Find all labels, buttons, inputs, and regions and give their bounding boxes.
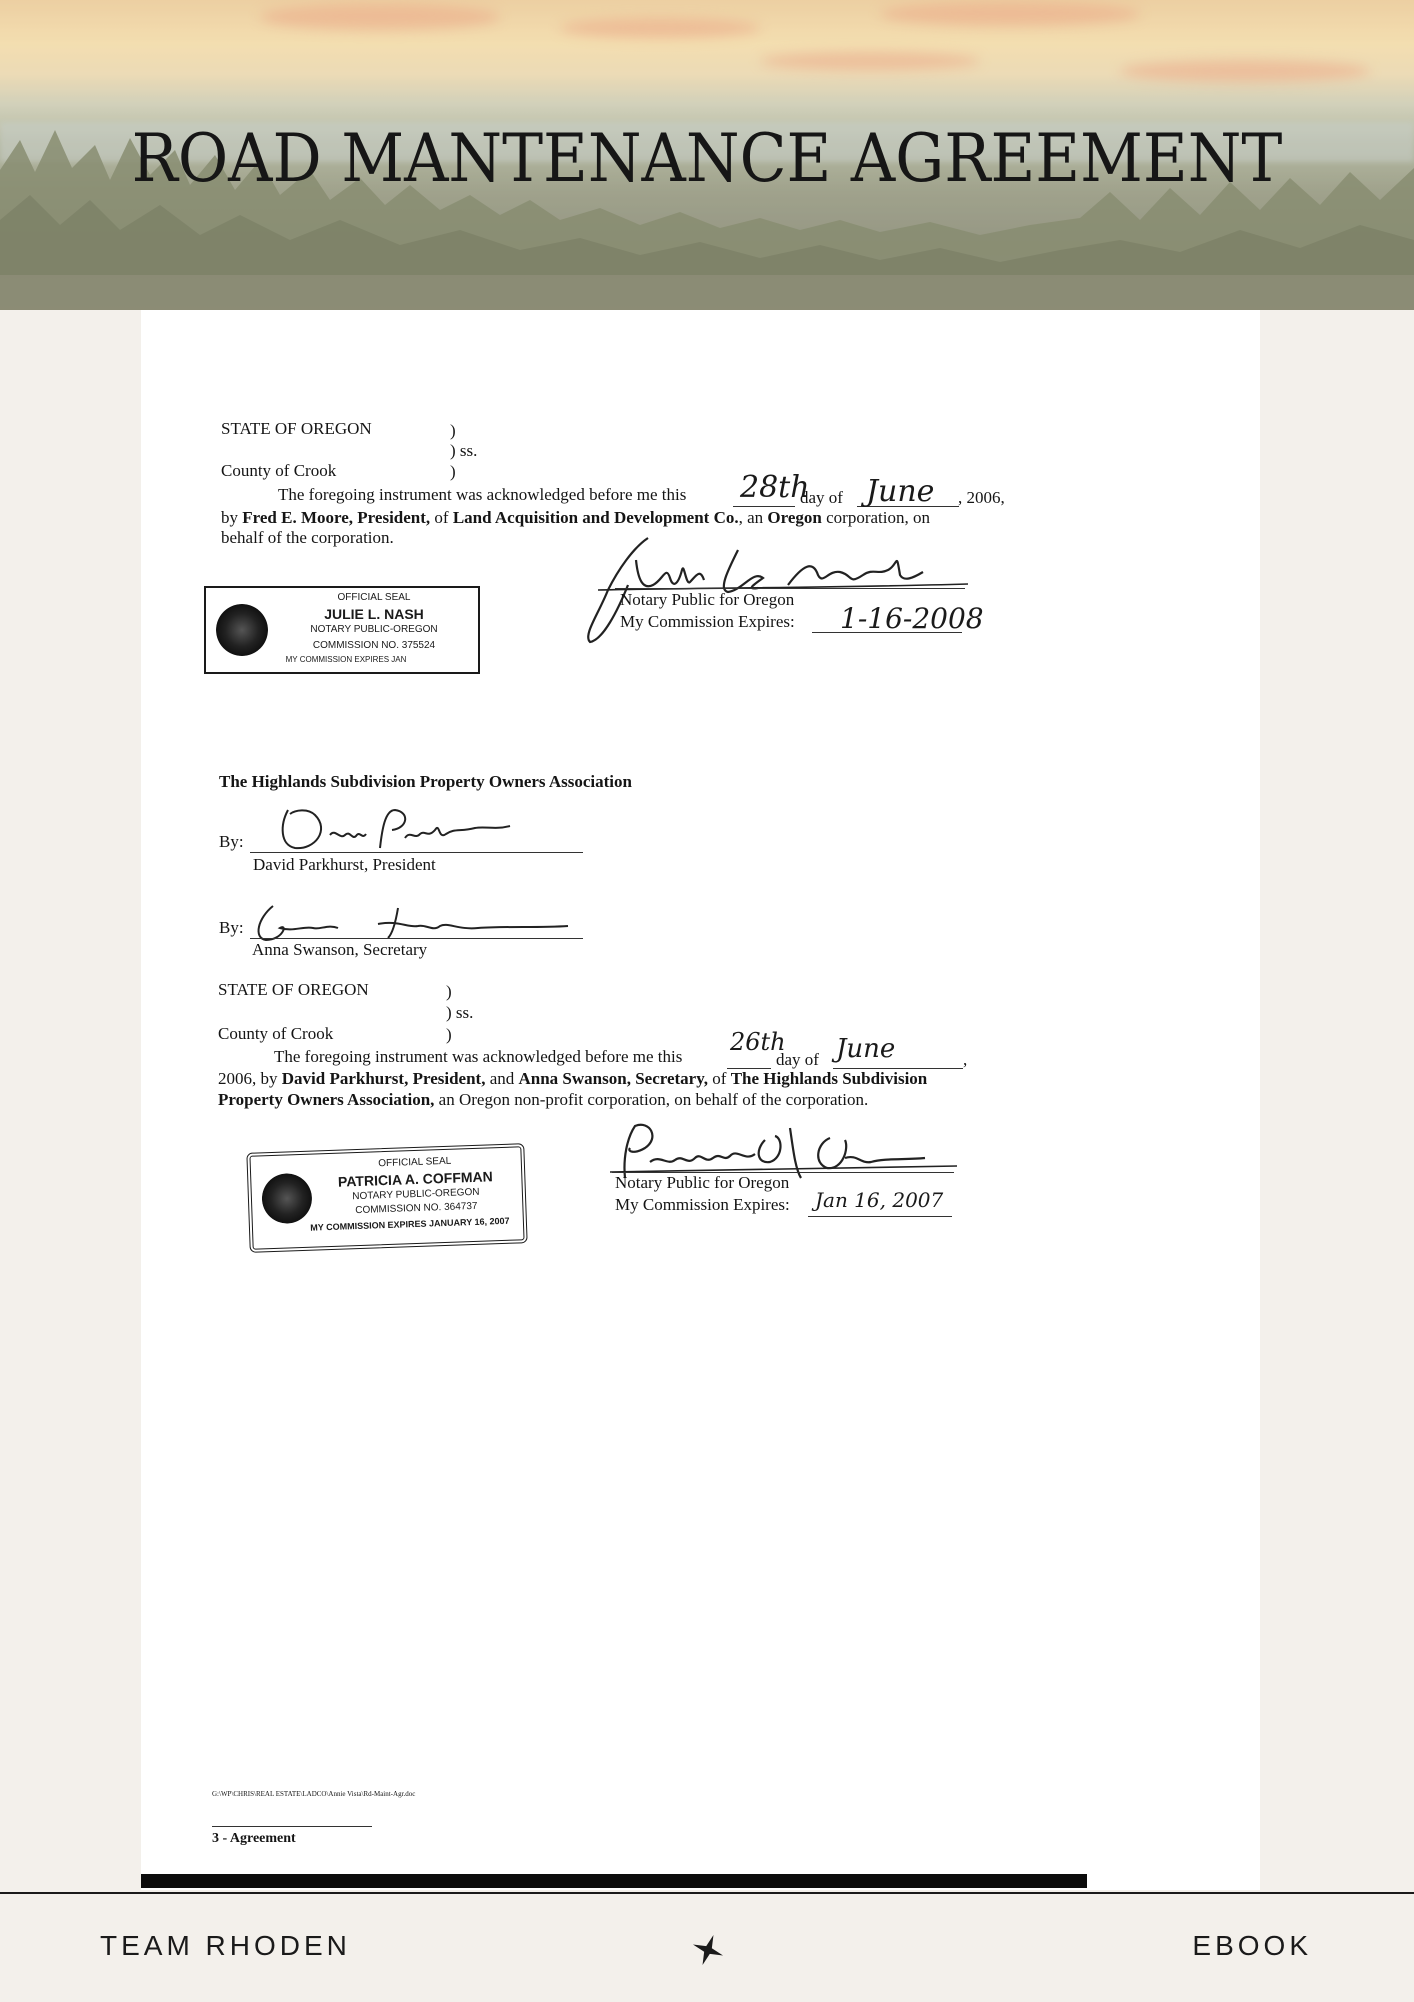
ack1-signer: Fred E. Moore, President, (242, 508, 431, 527)
assoc-signer-1: David Parkhurst, President (253, 855, 436, 874)
footer-label: EBOOK (1192, 1930, 1312, 1961)
ack2-paren: ) (446, 1025, 452, 1044)
stamp1-line: COMMISSION NO. 375524 (312, 640, 436, 651)
ack1-of: of (434, 508, 449, 527)
ack2-signer-1: David Parkhurst, President, (281, 1069, 486, 1088)
ack2-signature-line (612, 1158, 954, 1173)
ack1-company: Land Acquisition and Development Co. (452, 508, 739, 527)
ack1-paren: ) (450, 421, 456, 440)
ack1-line2-end: corporation, on (826, 508, 930, 527)
ack2-and: and (489, 1069, 515, 1088)
ack2-commission-label: My Commission Expires: (615, 1195, 790, 1214)
stamp1-line: OFFICIAL SEAL (337, 592, 411, 603)
assoc-by-label: By: (219, 918, 244, 937)
page-title: ROAD MANTENANCE AGREEMENT (131, 120, 1283, 197)
ack2-of: of (712, 1069, 727, 1088)
assoc-signer-2: Anna Swanson, Secretary (252, 940, 428, 959)
ack1-paren: ) (450, 462, 456, 481)
ack1-month-handwritten: June (866, 474, 935, 509)
doc-page-label: 3 - Agreement (212, 1831, 296, 1846)
notary-stamp-patricia-coffman (246, 1143, 527, 1253)
ack2-paren: ) (446, 982, 452, 1001)
ack2-month-handwritten: June (836, 1034, 896, 1064)
assoc-name: The Highlands Subdivision Property Owners Association (219, 772, 632, 791)
page-footer (0, 1892, 1414, 2002)
stamp1-line: NOTARY PUBLIC-OREGON (310, 624, 438, 635)
sparkle-star-icon (690, 1932, 726, 1968)
ack1-line1-text: The foregoing instrument was acknowledged before me this (278, 485, 687, 504)
assoc-signature-line-1 (250, 836, 583, 853)
ack2-line3-end: an Oregon non-profit corporation, on behalf of the corporation. (438, 1090, 869, 1109)
ack1-state-name: Oregon (767, 508, 822, 527)
ack2-line3 (218, 1090, 868, 1110)
ack2-day-handwritten: 26th (730, 1028, 786, 1056)
ack2-commission-date-handwritten: Jan 16, 2007 (815, 1188, 944, 1212)
stamp2-line: PATRICIA A. COFFMAN (337, 1168, 493, 1190)
ack1-an: , an (738, 508, 764, 527)
ack2-day-of: day of (776, 1050, 819, 1069)
ack1-notary-title: Notary Public for Oregon (620, 590, 795, 609)
stamp1-line: MY COMMISSION EXPIRES JAN (285, 655, 407, 664)
ack1-ss: ) ss. (450, 441, 478, 460)
ack1-county: County of Crook (221, 461, 337, 480)
doc-file-path: G:\WP\CHRIS\REAL ESTATE\LADCO\Annie Vista\Rd-Maint-Agr.doc (212, 1790, 416, 1798)
stamp2-line: MY COMMISSION EXPIRES JANUARY 16, 2007 (310, 1215, 510, 1233)
ack2-state: STATE OF OREGON (218, 980, 369, 999)
notary-stamp-julie-nash (204, 586, 480, 674)
ack1-day-of: day of (800, 488, 843, 507)
ack2-line2 (218, 1069, 927, 1089)
assoc-by-label: By: (219, 832, 244, 851)
stamp1-line: JULIE L. NASH (324, 606, 424, 622)
ack1-state: STATE OF OREGON (221, 419, 372, 438)
header-banner (0, 0, 1414, 310)
ack1-signature-line (615, 572, 965, 589)
stamp2-line: COMMISSION NO. 364737 (355, 1200, 478, 1217)
ack2-assoc-a: The Highlands Subdivision (730, 1069, 928, 1088)
ack1-by: by (221, 508, 238, 527)
stamp2-line: NOTARY PUBLIC-OREGON (352, 1186, 480, 1203)
ack2-county: County of Crook (218, 1024, 334, 1043)
assoc-signature-line-2 (250, 922, 583, 939)
ack1-day-handwritten: 28th (740, 470, 810, 505)
ack2-ss: ) ss. (446, 1003, 474, 1022)
ack2-signer-2: Anna Swanson, Secretary, (518, 1069, 709, 1088)
state-seal-icon (261, 1173, 313, 1225)
ack2-line1-text: The foregoing instrument was acknowledged before me this (274, 1047, 683, 1066)
ack1-line2 (221, 508, 930, 528)
ack1-commission-label: My Commission Expires: (620, 612, 795, 631)
doc-footer-rule (212, 1818, 372, 1827)
ack2-year-by: 2006, by (218, 1069, 278, 1088)
footer-brand: TEAM RHODEN (100, 1930, 351, 1961)
scan-edge-bar (141, 1874, 1087, 1888)
stamp2-line: OFFICIAL SEAL (378, 1155, 452, 1170)
ack2-comma: , (963, 1050, 968, 1069)
ack1-line3: behalf of the corporation. (221, 528, 394, 547)
ack1-commission-date-handwritten: 1-16-2008 (840, 602, 984, 635)
ack2-notary-title: Notary Public for Oregon (615, 1173, 790, 1192)
ack2-assoc-b: Property Owners Association, (218, 1090, 435, 1109)
ack1-year: , 2006, (958, 488, 1005, 507)
state-seal-icon (216, 604, 268, 656)
